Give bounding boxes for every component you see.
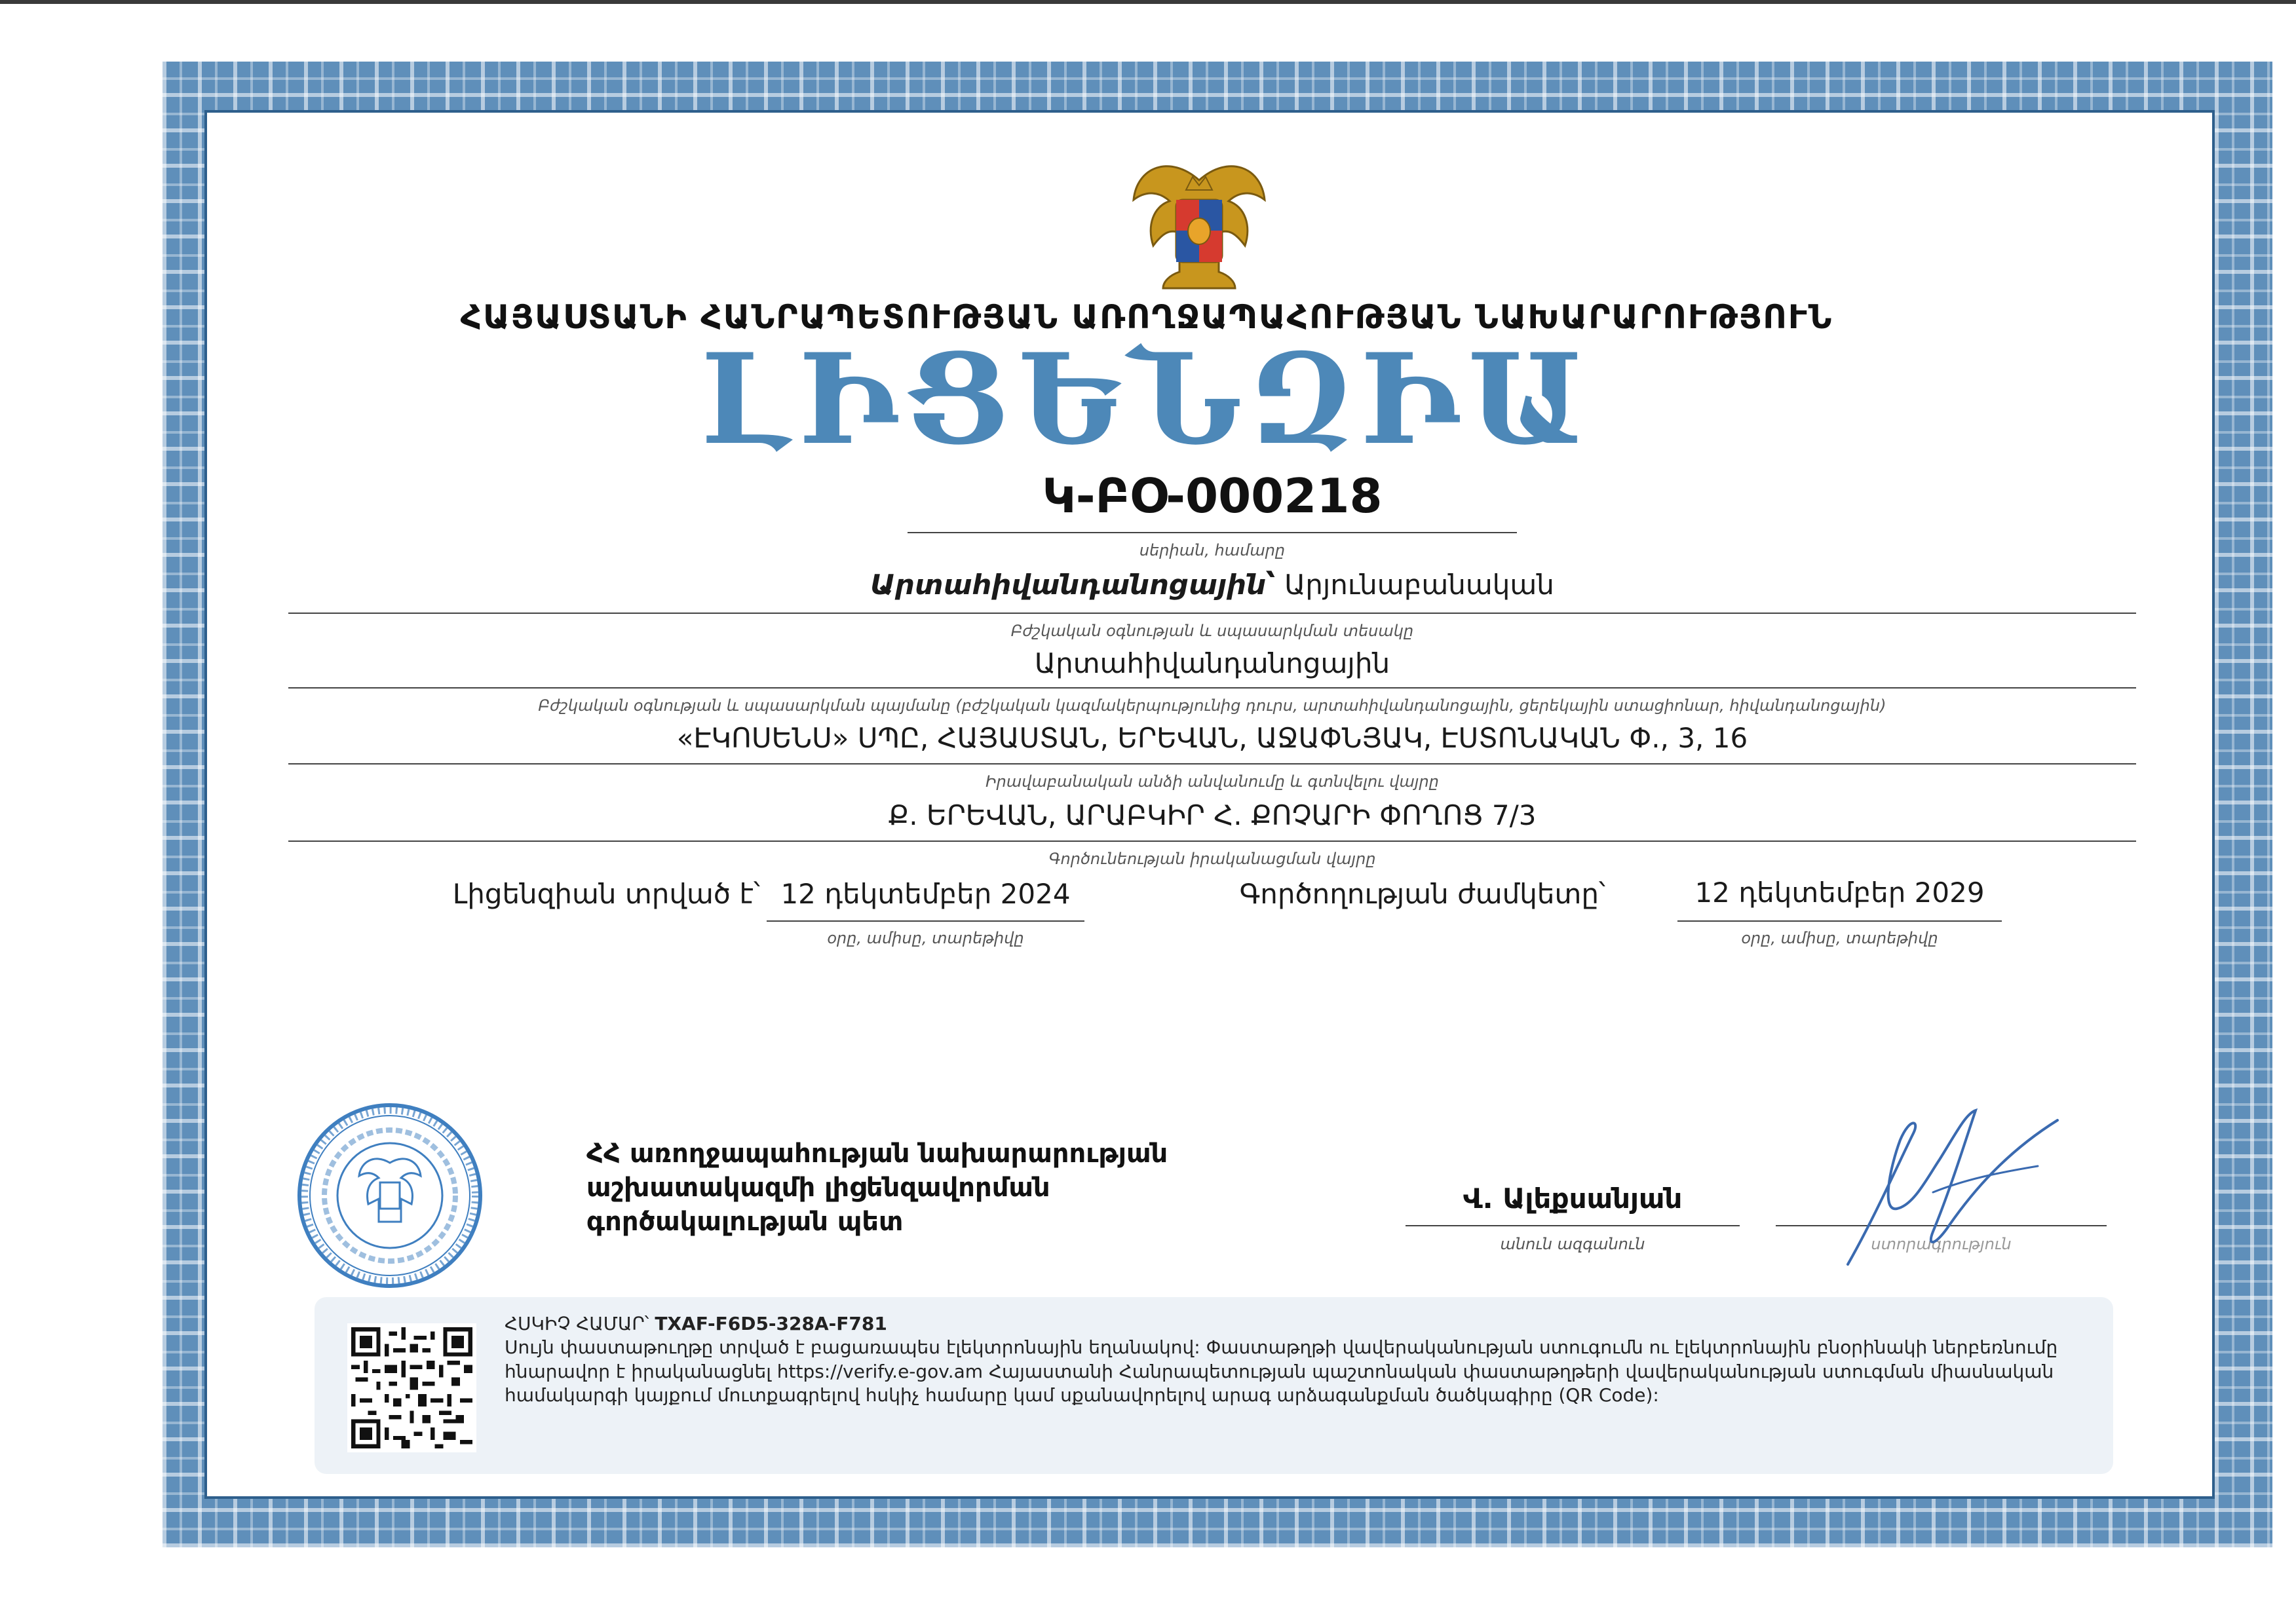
issued-date-caption: օրը, ամիսը, տարեթիվը — [827, 929, 1024, 947]
coat-of-arms-emblem-icon — [1124, 141, 1274, 295]
document-title: ԼԻՑԵՆԶԻԱ — [700, 326, 1593, 472]
signatory-name-caption: անուն ազգանուն — [1500, 1235, 1645, 1253]
serial-caption: սերիան, համարը — [1139, 541, 1286, 559]
verification-code-label: ՀՍԿԻՉ ՀԱՄԱՐ՝ — [505, 1313, 649, 1334]
legal-entity-value: «ԷԿՈՍԵՆՍ» ՍՊԸ, ՀԱՅԱՍՏԱՆ, ԵՐԵՎԱՆ, ԱՋԱՓՆՅԱԿ, ԷՍՏՈՆԱԿԱՆ Փ., 3, 16 — [676, 722, 1748, 754]
signatory-name: Վ. Ալեքսանյան — [1463, 1182, 1683, 1215]
legal-entity-rule — [288, 763, 2136, 765]
validity-date-caption: օրը, ամիսը, տարեթիվը — [1741, 929, 1938, 947]
care-conditions-value: Արտահիվանդանոցային — [1034, 647, 1390, 679]
signature-caption: ստորագրություն — [1871, 1235, 2012, 1253]
validity-date: 12 դեկտեմբեր 2029 — [1694, 877, 1985, 909]
legal-entity-caption: Իրավաբանական անձի անվանումը և գտնվելու վայրը — [985, 772, 1439, 791]
care-type-rule — [288, 613, 2136, 614]
ministry-title: ՀԱՅԱՍՏԱՆԻ ՀԱՆՐԱՊԵՏՈՒԹՅԱՆ ԱՌՈՂՋԱՊԱՀՈՒԹՅԱՆ ՆԱԽԱՐԱՐՈՒԹՅՈՒՆ — [460, 298, 1833, 336]
care-type-bold: Արտահիվանդանոցային՝ — [870, 569, 1276, 601]
verification-code-line — [505, 1312, 2090, 1336]
signatory-position-line2: աշխատակազմի լիցենզավորման — [586, 1173, 1050, 1203]
signature-icon — [1835, 1101, 2071, 1277]
care-type — [288, 569, 2136, 601]
verification-description: Սույն փաստաթուղթը տրված է բացառապես էլեկտրոնային եղանակով: Փաստաթղթի վավերականության ստուգումն ու էլեկտրոնային բնօրինակի ներբեռնումը հնարավոր է իրականացնել https://verify.e-gov.am Հայաստանի Հանրապետության պաշտոնական փաստաթղթերի վավերականության ստուգման միասնական համակարգի կայքում մուտքագրելով հսկիչ համարը կամ սքանավորելով արագ արձագանքման ծածկագիրը (QR Code): — [505, 1336, 2058, 1407]
serial-number: Կ-ԲՕ-000218 — [1042, 468, 1383, 523]
signatory-position — [586, 1137, 1307, 1239]
issued-date: 12 դեկտեմբեր 2024 — [780, 878, 1071, 910]
official-stamp-icon — [295, 1101, 485, 1291]
serial-rule — [908, 532, 1517, 533]
activity-location-rule — [288, 840, 2136, 842]
signatory-position-line1: ՀՀ առողջապահության նախարարության — [586, 1139, 1168, 1169]
signatory-position-line3: գործակալության պետ — [586, 1207, 904, 1237]
care-type-value: Արյունաբանական — [1284, 569, 1554, 601]
care-type-caption: Բժշկական օգնության և սպասարկման տեսակը — [1010, 622, 1414, 640]
verification-text — [505, 1312, 2090, 1408]
validity-label: Գործողության ժամկետը՝ — [1239, 878, 1605, 910]
activity-location-value: Ք. ԵՐԵՎԱՆ, ԱՐԱԲԿԻՐ Հ. ՔՈՉԱՐԻ ՓՈՂՈՑ 7/3 — [888, 799, 1537, 831]
validity-date-rule — [1677, 920, 2002, 922]
qr-code-icon[interactable] — [347, 1323, 476, 1452]
verification-code-value[interactable]: TXAF-F6D5-328A-F781 — [655, 1313, 887, 1334]
activity-location-caption: Գործունեության իրականացման վայրը — [1048, 850, 1376, 868]
scan-edge — [0, 0, 2296, 4]
care-conditions-rule — [288, 687, 2136, 689]
issued-date-rule — [767, 920, 1084, 922]
care-conditions-caption: Բժշկական օգնության և սպասարկման պայմանը (բժշկական կազմակերպությունից դուրս, արտահիվանդանոցային, ցերեկային ստացիոնար, հիվանդանոցային) — [538, 696, 1886, 715]
signatory-name-rule — [1406, 1225, 1740, 1226]
issued-label: Լիցենզիան տրված է՝ — [452, 878, 760, 910]
